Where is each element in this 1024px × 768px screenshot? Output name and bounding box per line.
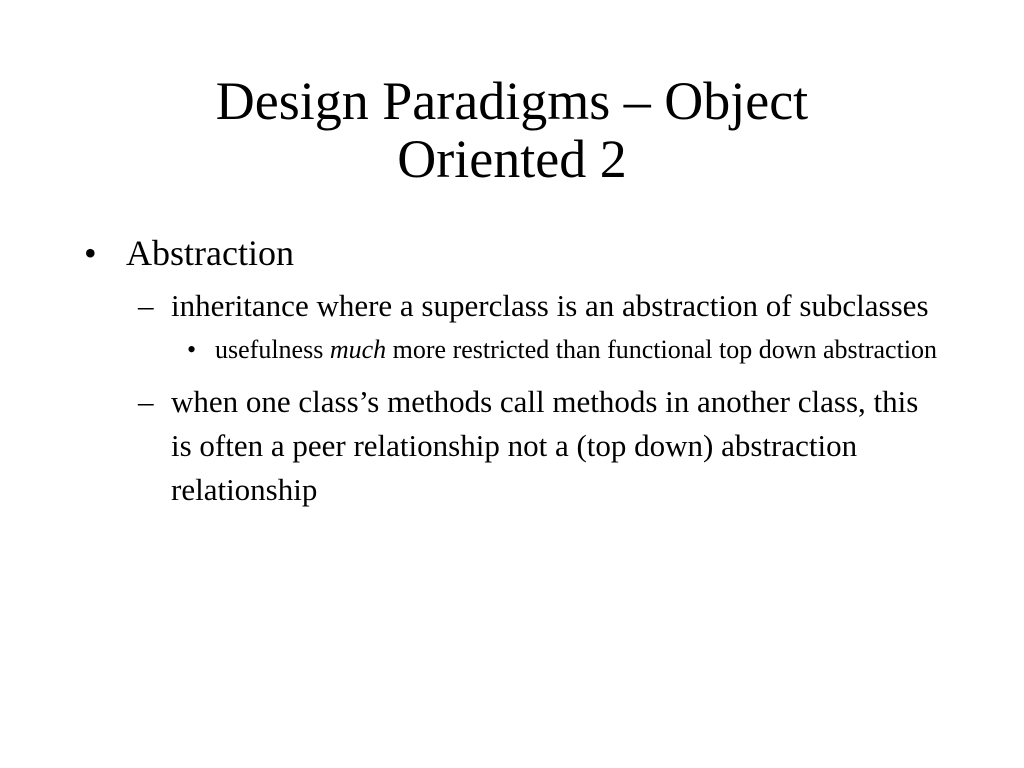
bullet-dot-icon: • [187, 335, 197, 364]
bullet-text-part: more restricted than functional top down abstraction [386, 335, 938, 364]
bullet-text: when one class’s methods call methods in another class, this is often a peer relationship not a (top down) abstraction relationship [171, 384, 919, 507]
bullet-text: Abstraction [126, 233, 294, 273]
bullet-level-3-usefulness [171, 332, 944, 368]
emphasis-text: much [329, 335, 387, 364]
dash-icon: – [138, 384, 154, 419]
bullet-level-2-inheritance [126, 284, 944, 328]
slide-title-line-2: Oriented 2 [397, 129, 627, 189]
bullet-level-2-peer-relationship [126, 380, 944, 512]
slide-title [60, 72, 964, 188]
bullet-text-part: usefulness [215, 335, 330, 364]
dash-icon: – [138, 288, 154, 323]
bullet-text: inheritance where a superclass is an abstraction of subclasses [171, 288, 929, 323]
bullet-level-1-abstraction [84, 232, 944, 274]
bullet-dot-icon: • [84, 233, 97, 273]
slide-body [84, 232, 944, 512]
slide-title-line-1: Design Paradigms – Object [215, 71, 809, 131]
